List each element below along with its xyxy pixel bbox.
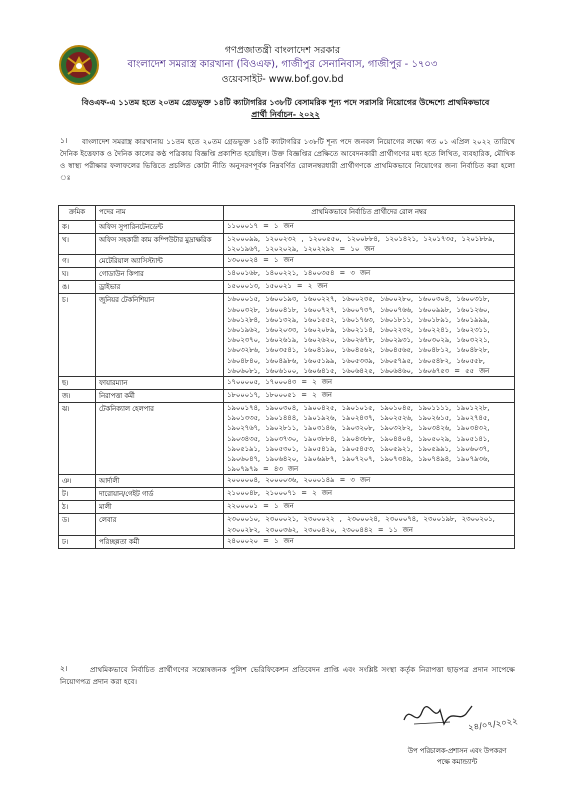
cell-serial: ক। bbox=[59, 221, 96, 234]
cell-rolls: ১২০০০৯৯, ১২০০২৩২ , ১২০০৫৫০, ১২০০৮৮৪, ১২০১৪২১, ১২০১৭৩৫, ১২০১৮৮৯, ১২০১৯৬৭, ১২০২০২৯, ১২০২২৯২ = ১০ জন bbox=[224, 234, 515, 255]
table-row bbox=[59, 294, 515, 377]
table-row bbox=[59, 255, 515, 268]
selection-table bbox=[58, 205, 515, 549]
table-row bbox=[59, 514, 515, 535]
para2-text: প্রাথমিকভাবে নির্বাচিত প্রার্থীগণের সন্তোষজনক পুলিশ ভেরিফিকেশন প্রতিবেদন প্রাপ্তি এবং সংশ্লিষ্ট সংস্থা কর্তৃক নিরাপত্তা ছাড়পত্র প্রদান সাপেক্ষে নিয়োগপত্র প্রদান করা হবে। bbox=[60, 665, 515, 686]
cell-post: পরিচ্ছন্নতা কর্মী bbox=[96, 535, 224, 548]
cell-serial: ছ। bbox=[59, 377, 96, 390]
signature-title-line1: উপ পরিচালক-প্রশাসন এবং উপকরণ bbox=[407, 747, 507, 755]
notice-title bbox=[73, 97, 498, 121]
cell-rolls: ২২০০০০১ = ১ জন bbox=[224, 501, 515, 514]
cell-rolls: ২৩০০০১০, ২৩০০০২১, ২৩০০০২২ , ২৩০০০২৪, ২৩০০০৭৪, ২৩০০১৯৮, ২৩০০২০১, ২৩০০২৮২, ২৩০০৩৬২, ২৩০০৪২০, ২৩০০৪৪২ = ১১ জন bbox=[224, 514, 515, 535]
cell-rolls: ১৯০০১৭৪, ১৯০০৩০৪, ১৯০০৪২৫, ১৯০১০১৫, ১৯০১০৪৫, ১৯০১১১১, ১৯০১২২৮, ১৯০১৩৩৫, ১৯০১৪৪৪, ১৯০১৯২৬, ১৯০২৪৩৭, ১৯০২৫২৬, ১৯০২৬১৫, ১৯০২৭৪৫, ১৯০২৭৬৭, ১৯০২৮১১, ১৯০৩১৪৬, ১৯০৩২০৮, ১৯০৩২৮২, ১৯০৩৪২৬, ১৯০৩৪৩২, ১৯০৩৪৩৫, ১৯০৩৭৩০, ১৯০৩৮৮৪, ১৯০৪৩৮৮, ১৯০৪৪০৪, ১৯০৫০২৯, ১৯০৫১৪১, ১৯০৫১৯১, ১৯০৫৩০১, ১৯০৫৪১৯, ১৯০৫৪৫৩, ১৯০৫৯২১, ১৯০৫৯৯১, ১৯০৬০৩৭, ১৯০৬০৪৭, ১৯০৬৪২০, ১৯০৬৯৮৭, ১৯০৭২০৭, ১৯০৭৩৪৯, ১৯০৭৪৯৪, ১৯০৭৯৩৬, ১৯০৭৯৭৯ = ৪৩ জন bbox=[224, 403, 515, 475]
cell-serial: ড। bbox=[59, 514, 96, 535]
table-row bbox=[59, 221, 515, 234]
cell-serial: খ। bbox=[59, 234, 96, 255]
cell-post: আর্দালী bbox=[96, 475, 224, 488]
table-row bbox=[59, 281, 515, 294]
cell-rolls: ১৬০০০১৫, ১৬০০১৯৩, ১৬০০২২৭, ১৬০০২৩৫, ১৬০০২৮০, ১৬০০৩০৪, ১৬০০৩১৮, ১৬০০৩২৮, ১৬০০৪১৮, ১৬০০৭২৭, ১৬০০৭৩৭, ১৬০০৭৬৬, ১৬০০৯৯৮, ১৬০১২৬০, ১৬০১২৮৪, ১৬০১৩২৯, ১৬০১৫৫২, ১৬০১৭৬৩, ১৬০১৮১১, ১৬০১৮৯১, ১৬০১৯৯৯, ১৬০১৯৬২, ১৬০২০৩৩, ১৬০২০৮৯, ১৬০২১১৪, ১৬০২২৩২, ১৬০২২৪১, ১৬০২৩১১, ১৬০২৩৭০, ১৬০২৬১৯, ১৬০২৬২০, ১৬০২৬৭৮, ১৬০২৯৩১, ১৬০৩০২৯, ১৬০৩২২১, ১৬০৩২৮৬, ১৬০৩৫৪১, ১৬০৪১৯০, ১৬০৪৫৬২, ১৬০৪৫৬৫, ১৬০৪৮১২, ১৬০৪৮২৮, ১৬০৪৮৪০, ১৬০৪৯৮৬, ১৬০৫১৯৯, ১৬০৫৩৩৯, ১৬০৫৭৯৫, ১৬০৫৪৮২, ১৬০৫৫৮, ১৬০৬০৮১, ১৬০৬১০০, ১৬০৬৪১৫, ১৬০৬৪২৫, ১৬০৬৪৬০, ১৬০৬৭৫৩ = ৫৫ জন bbox=[224, 294, 515, 377]
table-row bbox=[59, 501, 515, 514]
cell-post: ড্রাইভার bbox=[96, 281, 224, 294]
cell-post: নিরাপত্তা কর্মী bbox=[96, 390, 224, 403]
cell-rolls: ১৪০০১৬৮, ১৪০০২২১, ১৪০০৩৫৪ = ৩ জন bbox=[224, 268, 515, 281]
header-line-factory: বাংলাদেশ সমরাস্ত্র কারখানা (বিওএফ), গাজীপুর সেনানিবাস, গাজীপুর - ১৭০৩ bbox=[127, 59, 438, 70]
cell-rolls: ১৫০০০১৩, ১৫০০২১ = ২ জন bbox=[224, 281, 515, 294]
table-row bbox=[59, 403, 515, 475]
cell-post: ফায়ারম্যান bbox=[96, 377, 224, 390]
cell-rolls: ২৪০০০২০ = ১ জন bbox=[224, 535, 515, 548]
cell-rolls: ২০০০০০৪, ২০০০০৩৬, ২০০০১৪৯ = ৩ জন bbox=[224, 475, 515, 488]
cell-rolls: ২১০০০৪৮, ২১০০০৭১ = ২ জন bbox=[224, 488, 515, 501]
table-row bbox=[59, 234, 515, 255]
table-row bbox=[59, 535, 515, 548]
header-rolls: প্রাথমিকভাবে নির্বাচিত প্রার্থীদের রোল নম্বর bbox=[224, 206, 515, 221]
cell-serial: ঘ। bbox=[59, 268, 96, 281]
signature-block bbox=[372, 746, 542, 768]
cell-serial: ট। bbox=[59, 488, 96, 501]
cell-serial: ঙ। bbox=[59, 281, 96, 294]
cell-post: গোডাউন কিপার bbox=[96, 268, 224, 281]
cell-post: টেকনিক্যাল হেলপার bbox=[96, 403, 224, 475]
cell-serial: চ। bbox=[59, 294, 96, 377]
table-row bbox=[59, 488, 515, 501]
header-serial: ক্রমিক bbox=[59, 206, 96, 221]
para2-number: ২। bbox=[60, 664, 68, 673]
cell-rolls: ১৩০০০২৪ = ১ জন bbox=[224, 255, 515, 268]
header-line-govt: গণপ্রজাতন্ত্রী বাংলাদেশ সরকার bbox=[224, 45, 341, 56]
table-row bbox=[59, 377, 515, 390]
table-row bbox=[59, 268, 515, 281]
cell-post: অফিস সুপারিনটেনডেন্ট bbox=[96, 221, 224, 234]
header-line-website: ওয়েবসাইট- www.bof.gov.bd bbox=[221, 74, 344, 85]
cell-post: মালী bbox=[96, 501, 224, 514]
signature-title-line2: পক্ষে কমান্ড্যান্ট bbox=[436, 758, 478, 766]
cell-serial: ঠ। bbox=[59, 501, 96, 514]
table-row bbox=[59, 475, 515, 488]
cell-post: মেটেরিয়াল অ্যাসিস্ট্যান্ট bbox=[96, 255, 224, 268]
para1-number: ১। bbox=[60, 136, 68, 145]
cell-post: জুনিয়র টেকনিশিয়ান bbox=[96, 294, 224, 377]
cell-serial: ঞ। bbox=[59, 475, 96, 488]
cell-rolls: ১৮০০০১৭, ১৮০০০৫১ = ২ জন bbox=[224, 390, 515, 403]
cell-post: লেবার bbox=[96, 514, 224, 535]
cell-rolls: ১১০০০১৭ = ১ জন bbox=[224, 221, 515, 234]
cell-serial: জ। bbox=[59, 390, 96, 403]
cell-rolls: ১৭০০০০৫, ১৭০০০৪৩ = ২ জন bbox=[224, 377, 515, 390]
signature-date: ২৪/০৭/২০২২ bbox=[467, 716, 519, 734]
table-row bbox=[59, 390, 515, 403]
notice-title-line2: প্রার্থী নির্বাচন- ২০২২ bbox=[251, 110, 320, 119]
header-post: পদের নাম bbox=[96, 206, 224, 221]
cell-post: অফিস সহকারী কাম কম্পিউটার মুদ্রাক্ষরিক bbox=[96, 234, 224, 255]
para1-text: বাংলাদেশ সমরাস্ত্র কারখানায় ১১তম হতে ২০তম গ্রেডভুক্ত ১৪টি ক্যাটাগরির ১৩৮টি শূন্য পদে জনবল নিয়োগের লক্ষ্যে গত ০১ এপ্রিল ২০২২ তারিখে দৈনিক ইত্তেফাক ও দৈনিক কালের কণ্ঠ পত্রিকায় বিজ্ঞপ্তি প্রকাশিত হয়েছিল। উক্ত বিজ্ঞপ্তির প্রেক্ষিতে আবেদনকারী প্রার্থীগণের মধ্য হতে লিখিত, ব্যবহারিক, মৌখিক ও স্বাস্থ্য পরীক্ষার ফলাফলের ভিত্তিতে প্রচলিত কোটা নীতি অনুসরণপূর্বক নিম্নবর্ণিত রোলনম্বরধারী প্রার্থীগণকে প্রাথমিকভাবে নিয়োগের জন্য নির্বাচিত করা হলো ঃ bbox=[60, 137, 515, 182]
cell-serial: ঢ। bbox=[59, 535, 96, 548]
cell-serial: ঝ। bbox=[59, 403, 96, 475]
notice-title-line1: বিওএফ-এ ১১তম হতে ২০তম গ্রেডভুক্ত ১৪টি ক্যাটাগরির ১৩৮টি বেসামরিক শূন্য পদে সরাসরি নিয়োগের উদ্দেশ্যে প্রাথমিকভাবে bbox=[81, 98, 490, 107]
table-header-row bbox=[59, 206, 515, 221]
cell-post: দারোয়ান/গেইট গার্ড bbox=[96, 488, 224, 501]
cell-serial: গ। bbox=[59, 255, 96, 268]
